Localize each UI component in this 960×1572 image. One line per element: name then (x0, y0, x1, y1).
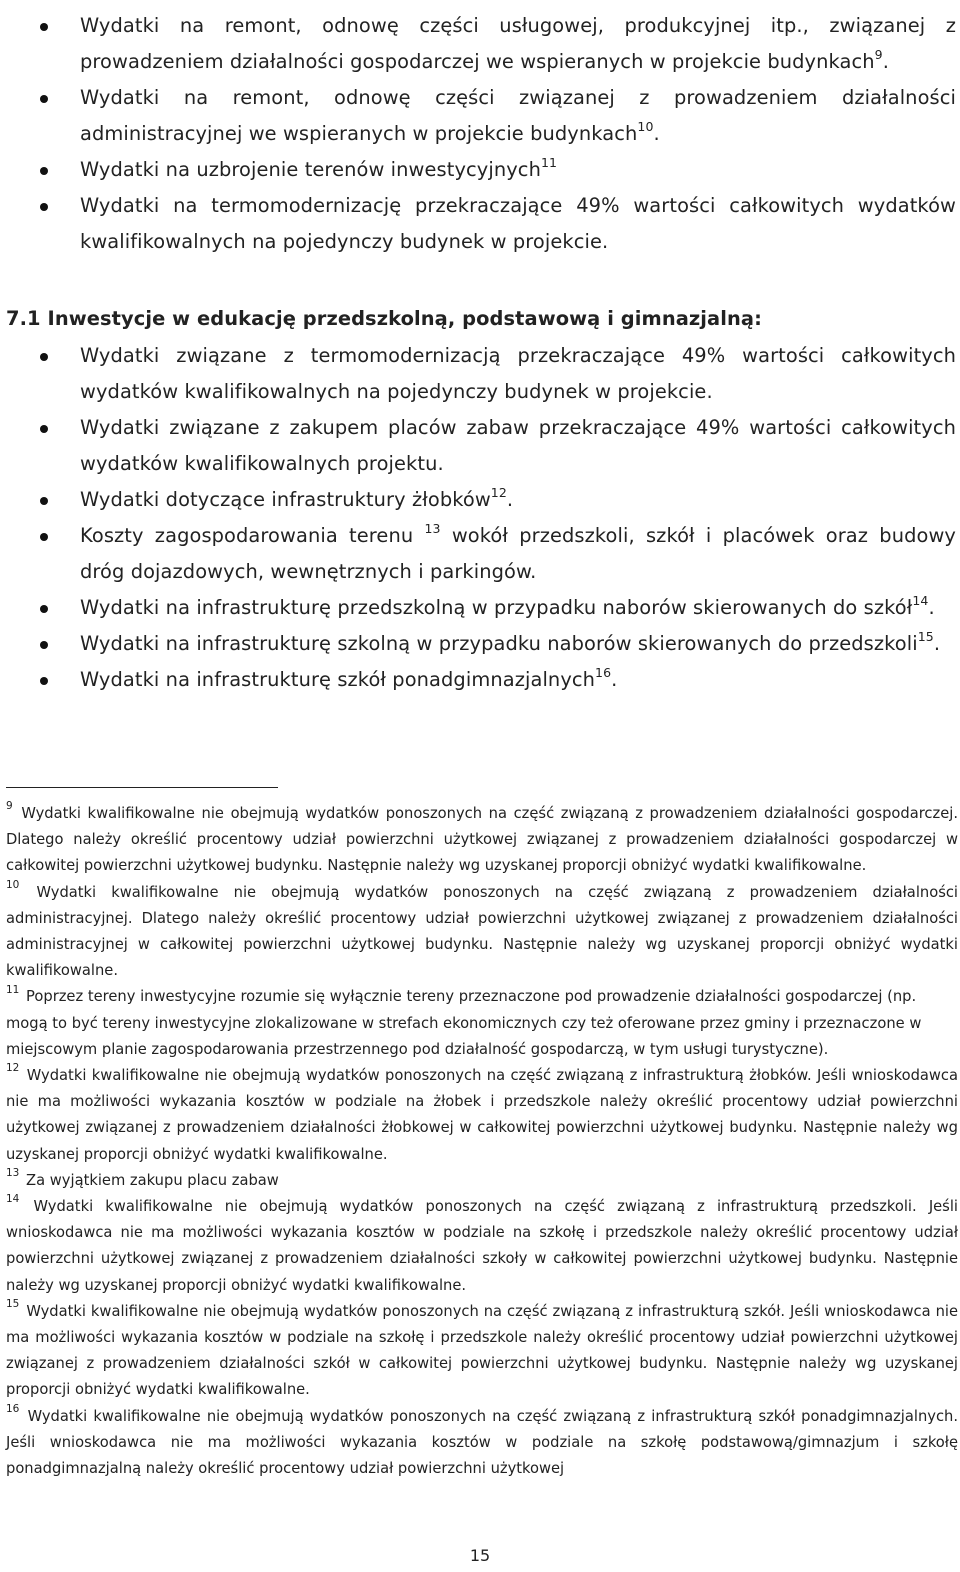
footnote: $^{10}$ Wydatki kwalifikowalne nie obejmują wydatków ponoszonych na część związaną z prowadzeniem działalności administracyjnej. Dlatego należy określić procentowy udział powierzchni użytkowej związanej z prowadzeniem działalności administracyjnej w całkowitej powierzchni użytkowej budynku. Następnie należy wg uzyskanej proporcji obniżyć wydatki kwalifikowalne. (6, 878, 958, 980)
list-item: Wydatki na remont, odnowę części usługowej, produkcyjnej itp., związanej z prowadzeniem działalności gospodarczej we wspieranych w projekcie budynkach$^9$. (0, 8, 960, 80)
footnote-number: 10 (6, 878, 20, 891)
bullet-icon (40, 95, 48, 103)
bullet-icon (40, 203, 48, 211)
footnote: $^{11}$ Poprzez tereny inwestycyjne rozumie się wyłącznie tereny przeznaczone pod prowadzenie działalności gospodarczej (np. mogą to być tereny inwestycyjne zlokalizowane w strefach ekonomicznych czy też oferowane przez gminy i przeznaczone w miejscowym planie zagospodarowania przestrzennego pod działalność gospodarczą, w tym usługi turystyczne). (6, 983, 922, 1058)
bullet-icon (40, 497, 48, 505)
footnote-ref[interactable]: 9 (874, 46, 883, 62)
footnote-number: 13 (6, 1166, 20, 1179)
bullet-icon (40, 353, 48, 361)
list-item: Wydatki na infrastrukturę szkolną w przypadku naborów skierowanych do przedszkoli$^{15}$. (0, 626, 960, 662)
section-heading: 7.1 Inwestycje w edukację przedszkolną, podstawową i gimnazjalną: (6, 307, 762, 330)
list-item: Wydatki związane z termomodernizacją przekraczające 49% wartości całkowitych wydatków kwalifikowalnych na pojedynczy budynek w projekcie. (0, 338, 960, 410)
bullet-icon (40, 425, 48, 433)
expense-list-top (0, 8, 960, 260)
bullet-icon (40, 533, 48, 541)
list-item: Koszty zagospodarowania terenu $^{13}$ wokół przedszkoli, szkół i placówek oraz budowy dróg dojazdowych, wewnętrznych i parkingów. (0, 518, 960, 590)
footnote: $^{12}$ Wydatki kwalifikowalne nie obejmują wydatków ponoszonych na część związaną z infrastrukturą żłobków. Jeśli wnioskodawca nie ma możliwości wykazania kosztów w podziale na żłobek i przedszkole należy określić procentowy udział powierzchni użytkowej związanej z prowadzeniem działalności żłobkowej w całkowitej powierzchni użytkowej budynku. Następnie należy wg uzyskanej proporcji obniżyć wydatki kwalifikowalne. (6, 1062, 959, 1163)
footnote-ref[interactable]: 10 (637, 118, 654, 134)
list-item: Wydatki dotyczące infrastruktury żłobków$^{12}$. (0, 482, 960, 518)
footnote-separator (6, 787, 278, 788)
list-item: Wydatki na uzbrojenie terenów inwestycyjnych$^{11}$ (0, 152, 960, 188)
footnote-ref[interactable]: 13 (424, 520, 441, 536)
footnote: $^{15}$ Wydatki kwalifikowalne nie obejmują wydatków ponoszonych na część związaną z infrastrukturą szkół. Jeśli wnioskodawca nie ma możliwości wykazania kosztów w podziale na szkołę i przedszkole należy określić procentowy udział powierzchni użytkowej związanej z prowadzeniem działalności szkół w całkowitej powierzchni użytkowej budynku. Następnie należy wg uzyskanej proporcji obniżyć wydatki kwalifikowalne. (6, 1297, 958, 1399)
footnote: $^{13}$ Za wyjątkiem zakupu placu zabaw (6, 1166, 279, 1189)
bullet-icon (40, 23, 48, 31)
list-item: Wydatki na infrastrukturę szkół ponadgimnazjalnych$^{16}$. (0, 662, 960, 698)
bullet-icon (40, 641, 48, 649)
footnote-number: 12 (6, 1062, 20, 1075)
list-item: Wydatki na infrastrukturę przedszkolną w przypadku naborów skierowanych do szkół$^{14}$. (0, 590, 960, 626)
footnote: $^{14}$ Wydatki kwalifikowalne nie obejmują wydatków ponoszonych na część związaną z infrastrukturą przedszkoli. Jeśli wnioskodawca nie ma możliwości wykazania kosztów w podziale na szkołę i przedszkole należy określić procentowy udział powierzchni użytkowej związanej z prowadzeniem działalności szkoły w całkowitej powierzchni użytkowej budynku. Następnie należy wg uzyskanej proporcji obniżyć wydatki kwalifikowalne. (6, 1193, 958, 1294)
footnote-ref[interactable]: 16 (595, 664, 612, 680)
bullet-icon (40, 167, 48, 175)
footnotes (6, 801, 958, 1482)
expense-list-education (0, 338, 960, 698)
list-item: Wydatki na remont, odnowę części związanej z prowadzeniem działalności administracyjnej we wspieranych w projekcie budynkach$^{10}$. (0, 80, 960, 152)
footnote: $^{16}$ Wydatki kwalifikowalne nie obejmują wydatków ponoszonych na część związaną z infrastrukturą szkół ponadgimnazjalnych. Jeśli wnioskodawca nie ma możliwości wykazania kosztów w podziale na szkołę podstawową/gimnazjum i szkołę ponadgimnazjalną należy określić procentowy udział powierzchni użytkowej (6, 1402, 959, 1478)
bullet-icon (40, 605, 48, 613)
footnote: $^9$ Wydatki kwalifikowalne nie obejmują wydatków ponoszonych na część związaną z prowadzeniem działalności gospodarczej. Dlatego należy określić procentowy udział powierzchni użytkowej związanej z prowadzeniem działalności gospodarczej w całkowitej powierzchni użytkowej budynku. Następnie należy wg uzyskanej proporcji obniżyć wydatki kwalifikowalne. (6, 800, 958, 875)
list-item: Wydatki związane z zakupem placów zabaw przekraczające 49% wartości całkowitych wydatków kwalifikowalnych projektu. (0, 410, 960, 482)
footnote-ref[interactable]: 15 (917, 628, 934, 644)
footnote-number: 9 (6, 800, 13, 813)
footnote-number: 15 (6, 1297, 20, 1310)
footnote-number: 11 (6, 983, 20, 996)
footnote-number: 14 (6, 1193, 20, 1206)
footnote-ref[interactable]: 12 (490, 484, 507, 500)
footnote-ref[interactable]: 11 (540, 154, 558, 170)
footnote-ref[interactable]: 14 (912, 592, 929, 608)
bullet-icon (40, 677, 48, 685)
footnote-number: 16 (6, 1402, 20, 1415)
list-item: Wydatki na termomodernizację przekraczające 49% wartości całkowitych wydatków kwalifikowalnych na pojedynczy budynek w projekcie. (0, 188, 960, 260)
page-number: 15 (469, 1546, 491, 1565)
